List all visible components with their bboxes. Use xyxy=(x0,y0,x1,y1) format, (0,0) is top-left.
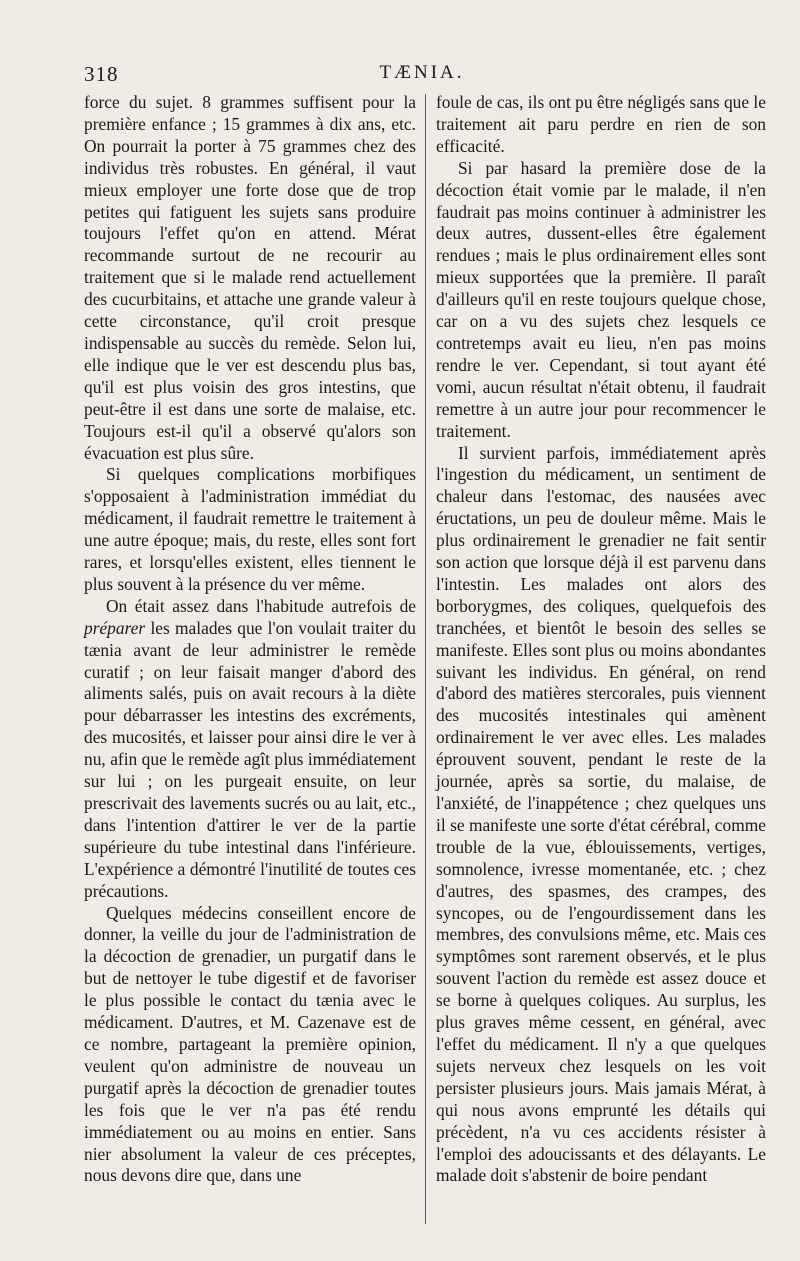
paragraph: force du sujet. 8 grammes suffisent pour la première enfance ; 15 grammes à dix ans, etc. On pourrait la porter à 75 grammes chez des individus très robustes. En général, il vaut mieux employer une forte dose que de trop petites qui fatiguent les sujets sans produire toujours l'effet qu'on en attend. Mérat recommande surtout de ne recourir au traitement que si le malade rend actuellement des cucurbitains, et attache une grande valeur à cette circonstance, qu'il croit presque indispensable au succès du remède. Selon lui, elle indique que le ver est descendu plus bas, qu'il est plus voisin des gros intestins, que peut-être il est dans une sorte de malaise, etc. Toujours est-il qu'il a observé qu'alors son évacuation est plus sûre. xyxy=(84,92,416,463)
paragraph-text: les malades que l'on voulait traiter du tænia avant de leur administrer le remède curatif ; on leur faisait manger d'abord des aliments salés, puis on avait recours à la diète pour débarrasser les intestins des excréments, des mucosités, et laisser pour ainsi dire le ver à nu, afin que le remède agît plus immédiatement sur lui ; on les purgeait ensuite, on leur prescrivait des lavements sucrés ou au lait, etc., dans l'intention d'attirer le ver de la partie supérieure du tube intestinal dans l'inférieure. L'expérience a démontré l'inutilité de toutes ces précautions. xyxy=(84,617,416,901)
right-column xyxy=(436,92,766,1187)
paragraph: Quelques médecins conseillent encore de donner, la veille du jour de l'administration de la décoction de grenadier, un purgatif dans le but de nettoyer le tube digestif et de favoriser le plus possible le contact du tænia avec le médicament. D'autres, et M. Cazenave est de ce nombre, partageant la première opinion, veulent qu'on administre de nouveau un purgatif après la décoction de grenadier toutes les fois que le ver n'a pas été rendu immédiatement ou au moins en entier. Sans nier absolument la valeur de ces préceptes, nous devons dire que, dans une xyxy=(84,902,416,1186)
page-number: 318 xyxy=(84,62,119,86)
paragraph: Si quelques complications morbifiques s'opposaient à l'administration immédiat du médicament, il faudrait remettre le traitement à une autre époque; mais, du reste, elles sont fort rares, et lorsqu'elles existent, elles tiennent le plus souvent à la présence du ver même. xyxy=(84,464,416,594)
italic-term: préparer xyxy=(84,617,146,638)
column-divider xyxy=(425,94,426,1224)
paragraph: Si par hasard la première dose de la décoction était vomie par le malade, il n'en faudrait pas moins continuer à administrer les deux autres, dussent-elles être également rendues ; mais le plus ordinairement elles sont mieux supportées que la première. Il paraît d'ailleurs qu'il en reste toujours quelque chose, car on a vu des sujets chez lesquels ce contretemps avait eu lieu, n'en pas moins rendre le ver. Cependant, si tout ayant été vomi, aucun résultat n'était obtenu, il faudrait remettre à un autre jour pour recommencer le traitement. xyxy=(436,157,766,441)
running-title: TÆNIA. xyxy=(379,62,465,83)
paragraph xyxy=(84,596,416,903)
paragraph: Il survient parfois, immédiatement après l'ingestion du médicament, un sentiment de chaleur dans l'estomac, des nausées avec éructations, un peu de douleur même. Mais le plus ordinairement le grenadier ne fait sentir son action que lorsque déjà il est parvenu dans l'intestin. Les malades ont alors des borborygmes, des coliques, quelquefois des tranchées, et bientôt le besoin des selles se manifeste. Elles sont plus ou moins abondantes suivant les individus. En général, on rend d'abord des matières stercorales, puis viennent des mucosités intestinales qui amènent ordinairement le ver avec elles. Les malades éprouvent souvent, pendant le reste de la journée, après sa sortie, du malaise, de l'anxiété, de l'inappétence ; chez quelques uns il se manifeste une sorte d'état cérébral, comme trouble de la vue, éblouissements, vertiges, somnolence, ivresse momentanée, etc. ; chez d'autres, des spasmes, des crampes, des syncopes, ou de l'engourdissement dans les membres, des convulsions même, etc. Mais ces symptômes sont rarement observés, et le plus souvent l'action du remède est assez douce et se borne à quelques coliques. Au surplus, les plus graves même cessent, en général, avec l'effet du médicament. Il n'y a que quelques sujets nerveux chez lesquels on les voit persister plusieurs jours. Mais jamais Mérat, à qui nous avons emprunté les détails qui précèdent, n'a vu ces accidents résister à l'emploi des adoucissants et des délayants. Le malade doit s'abstenir de boire pendant xyxy=(436,442,766,1186)
paragraph-text: On était assez dans l'habitude autrefois de xyxy=(106,595,416,616)
left-column xyxy=(84,92,416,1187)
paragraph: foule de cas, ils ont pu être négligés sans que le traitement ait paru perdre en rien de son efficacité. xyxy=(436,92,766,156)
page-header xyxy=(84,62,770,90)
